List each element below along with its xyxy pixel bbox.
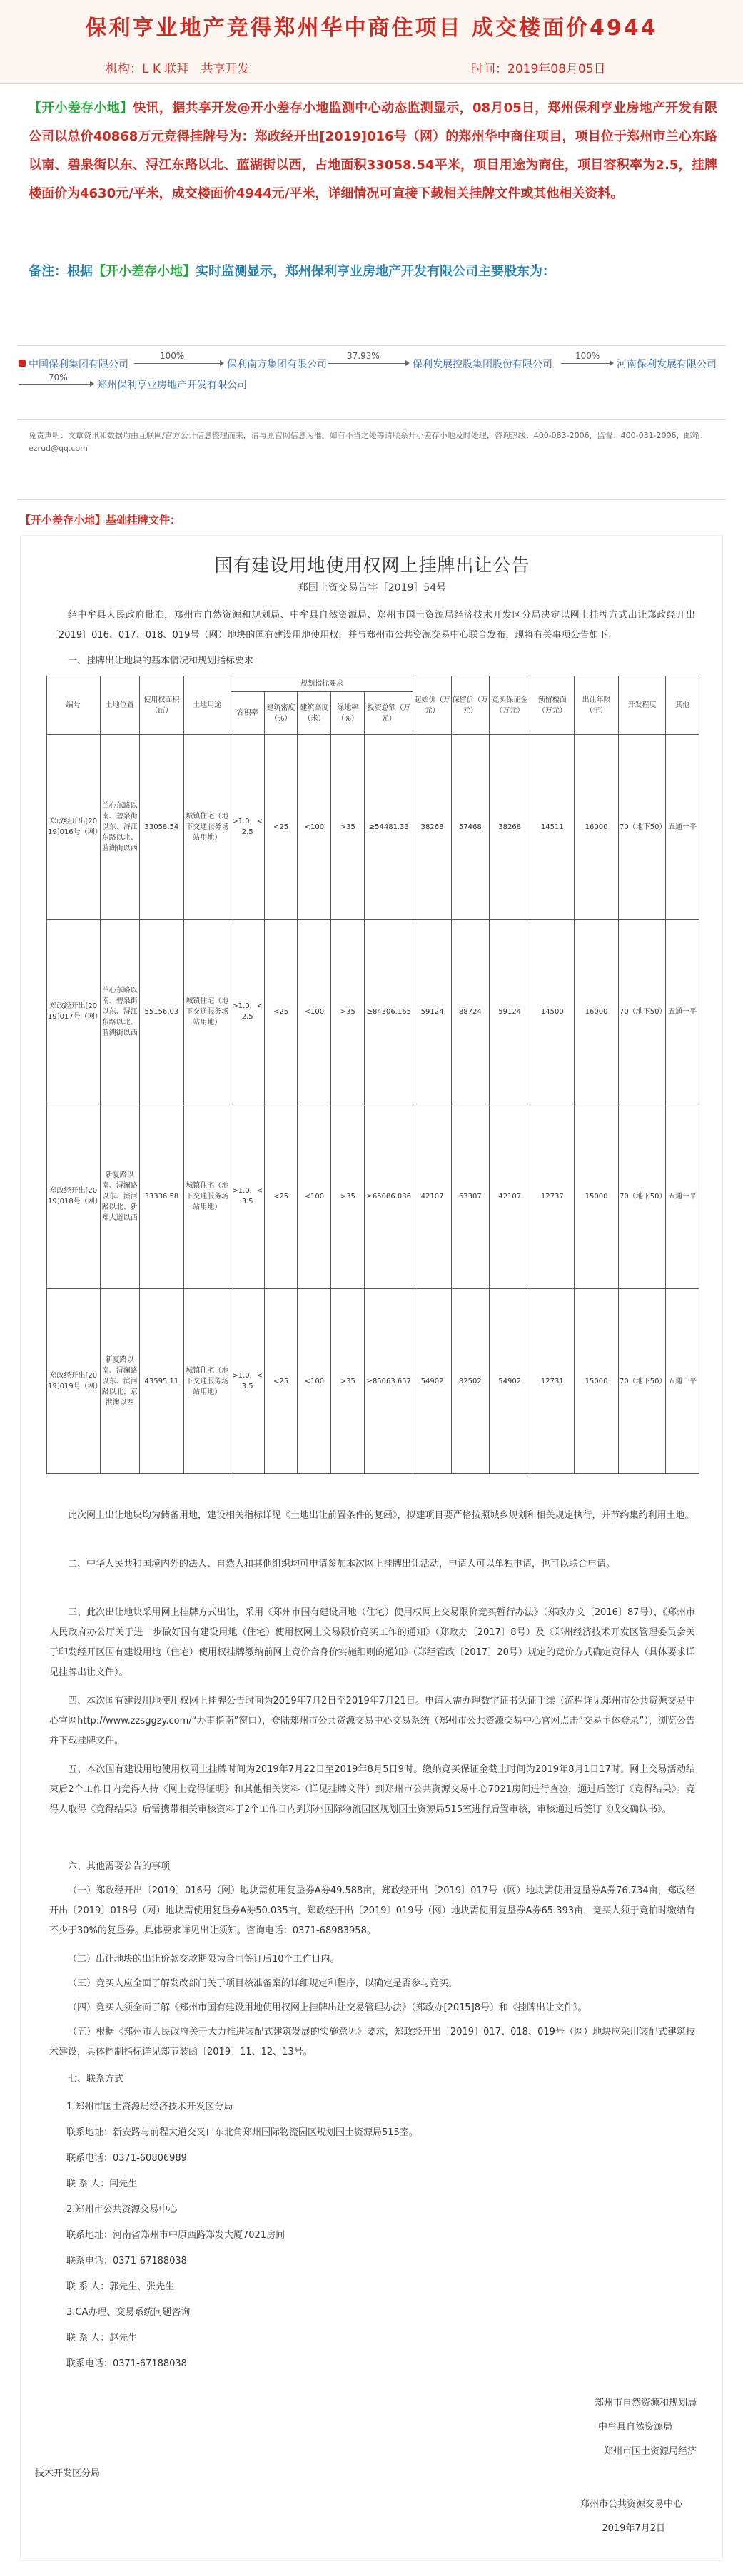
contact-line: 联系电话：0371-67188038 [66, 2256, 187, 2266]
table-cell: 五通一平 [666, 735, 699, 920]
table-cell: 54902 [489, 1289, 530, 1474]
table-cell: 16000 [575, 735, 619, 920]
table-cell: 新夏路以南、浔澜路以东、滨河路以北、新郑大道以西 [100, 1104, 139, 1289]
table-cell: >1.0，<3.5 [231, 1104, 264, 1289]
equity-connector [561, 363, 610, 364]
table-cell: ≥65086.036 [365, 1104, 413, 1289]
table-cell: 城镇住宅（地下交通服务场站用地） [183, 735, 231, 920]
table-cell: 88724 [451, 920, 489, 1104]
column-header: 保留价（万元） [451, 676, 489, 735]
table-cell: 12737 [530, 1104, 575, 1289]
column-header: 土地位置 [100, 676, 139, 735]
equity-node-link[interactable]: 保利发展控股集团股份有限公司 [413, 359, 552, 370]
table-row [47, 735, 699, 920]
table-cell: 郑政经开出[2019]019号（网） [47, 1289, 101, 1474]
document-paragraph: 二、中华人民共和国境内外的法人、自然人和其他组织均可申请参加本次网上挂牌出让活动，申请人可以单独申请，也可以联合申请。 [68, 1559, 616, 1569]
land-parcel-table [46, 676, 699, 1474]
table-cell: <25 [264, 735, 298, 920]
arrow-right-icon [90, 381, 94, 387]
divider [17, 345, 726, 346]
section-heading: 七、联系方式 [68, 2074, 124, 2084]
table-cell: 城镇住宅（地下交通服务场站用地） [183, 1104, 231, 1289]
table-cell: 五通一平 [666, 1104, 699, 1289]
table-cell: 五通一平 [666, 920, 699, 1104]
arrow-right-icon [405, 360, 410, 366]
contact-line: 联 系 人：赵先生 [66, 2333, 138, 2343]
table-cell: ≥84306.165 [365, 920, 413, 1104]
table-cell: 新夏路以南、浔澜路以东、滨河路以北、京港澳以西 [100, 1289, 139, 1474]
contact-line: 联系电话：0371-67188038 [66, 2358, 187, 2369]
equity-percent: 37.93% [347, 351, 380, 361]
table-cell: 14500 [530, 920, 575, 1104]
table-cell: 70（地下50） [618, 1289, 665, 1474]
table-cell: 42107 [489, 1104, 530, 1289]
equity-percent: 100% [160, 351, 185, 361]
table-cell: <100 [298, 1289, 331, 1474]
document-paragraph: （一）郑政经开出〔2019〕016号（网）地块需使用复垦券A券49.588亩，郑政经开出〔2019〕017号（网）地块需使用复垦券A券76.734亩，郑政经开出〔2019〕018号（网）地块需使用复垦券A券50.035亩，郑政经开出〔2019〕019号（网）地块需使用复垦券A券65.393亩，竞买人须于竞拍时缴纳有不少于30%的复垦券。具体要求详见出让须知。咨询电话：0371-68983958。 [49, 1885, 695, 1936]
news-text: 快讯，据共享开发@开小差存小地监测中心动态监测显示，08月05日，郑州保利亨业房地产开发有限公司以总价40868万元竞得挂牌号为：郑政经开出[2019]016号（网）的郑州华中商住项目，项目位于郑州市兰心东路以南、碧泉街以东、浔江东路以北、蓝湖街以西，占地面积33058.54平米，项目用途为商住，项目容积率为2.5，挂牌楼面价为4630元/平米，成交楼面价4944元/平米，详细情况可直接下载相关挂牌文件或其他相关资料。 [29, 101, 718, 201]
column-header: 建筑密度（%） [264, 692, 298, 735]
table-cell: >1.0，<3.5 [231, 1289, 264, 1474]
equity-percent: 70% [49, 372, 68, 382]
news-summary [29, 94, 717, 208]
page-title: 保利亨业地产竞得郑州华中商住项目 成交楼面价4944 [85, 16, 658, 41]
signature-line: 郑州市国土资源局经济 [603, 2446, 697, 2457]
table-cell: 14511 [530, 735, 575, 920]
table-cell: 70（地下50） [618, 920, 665, 1104]
company-flag-icon [19, 360, 26, 367]
disclaimer-text: 免责声明：文章资讯和数据均由互联网/官方公开信息整理而来，请与原官网信息为准。如有不当之处等请联系开小差存小地及时处理，咨询热线：400-083-2006，监督：400-031-2006，邮箱：ezrud@qq.com [29, 431, 708, 453]
attachment-section-label: 【开小差存小地】基础挂牌文件： [20, 514, 181, 526]
document-paragraph: 此次网上出让地块均为储备用地，建设相关指标详见《土地出让前置条件的复函》，拟建项目要严格按照城乡规划和相关规定执行，并节约集约利用土地。 [68, 1510, 694, 1521]
headline-banner [0, 0, 743, 84]
equity-node-link[interactable]: 郑州保利亨业房地产开发有限公司 [97, 380, 247, 391]
contact-line: 1.郑州市国土资源局经济技术开发区分局 [66, 2102, 233, 2112]
table-cell: <25 [264, 920, 298, 1104]
table-cell: 33336.58 [139, 1104, 183, 1289]
note-prefix: 备注：根据 [29, 264, 93, 279]
table-cell: 12731 [530, 1289, 575, 1474]
table-row [47, 1104, 699, 1289]
brand-tag: 【开小差存小地】 [29, 101, 133, 116]
table-cell: <100 [298, 1104, 331, 1289]
arrow-right-icon [220, 360, 224, 366]
document-paragraph: （二）出让地块的出让价款交款期限为合同签订后10个工作日内。 [68, 1954, 340, 1965]
table-cell: <100 [298, 920, 331, 1104]
table-cell: >35 [331, 735, 365, 920]
column-header: 土地用途 [183, 676, 231, 735]
table-cell: 55156.03 [139, 920, 183, 1104]
document-paragraph: （五）根据《郑州市人民政府关于大力推进装配式建筑发展的实施意见》要求，郑政经开出〔2019〕017、018、019号（网）地块应采用装配式建筑技术建设，具体控制指标详见郑节装函〔2019〕11、12、13号。 [49, 2027, 695, 2057]
table-row [47, 920, 699, 1104]
table-cell: 54902 [413, 1289, 451, 1474]
table-cell: >1.0，<2.5 [231, 735, 264, 920]
publish-time: 时间：2019年08月05日 [471, 62, 606, 76]
table-cell: 城镇住宅（地下交通服务场站用地） [183, 920, 231, 1104]
document-paragraph: （四）竞买人须全面了解《郑州市国有建设用地使用权网上挂牌出让交易管理办法》（郑政办[2015]8号）和《挂牌出让文件》。 [68, 2002, 587, 2013]
announcement-document [20, 535, 723, 2561]
table-cell: 70（地下50） [618, 1104, 665, 1289]
table-cell: >35 [331, 1104, 365, 1289]
column-header: 容积率 [231, 692, 264, 735]
column-header: 竞买保证金（万元） [489, 676, 530, 735]
column-header: 起始价（万元） [413, 676, 451, 735]
arrow-right-icon [610, 360, 614, 366]
document-paragraph: （三）竞买人应全面了解发改部门关于项目核准备案的详细规定和程序，以确定是否参与竞买。 [68, 1978, 458, 1989]
equity-connector [328, 363, 405, 364]
equity-node-link[interactable]: 中国保利集团有限公司 [29, 359, 128, 370]
document-paragraph: 五、本次国有建设用地使用权网上挂牌时间为2019年7月22日至2019年8月5日9时。缴纳竞买保证金截止时间为2019年8月1日17时。网上交易活动结束后2个工作日内竞得人持《网上竞得证明》和其他相关资料（详见挂牌文件）到郑州市公共资源交易中心7021房间进行查验，通过后签订《竞得结果》。竞得人取得《竞得结果》后需携带相关审核资料于2个工作日内到郑州国际物流园区规划国土资源局515室进行后置审核，审核通过后签订《成交确认书》。 [49, 1764, 695, 1815]
signature-line: 郑州市自然资源和规划局 [594, 2398, 697, 2408]
equity-percent: 100% [575, 351, 600, 361]
table-cell: 38268 [489, 735, 530, 920]
column-header: 使用权面积（㎡） [139, 676, 183, 735]
equity-chain [17, 351, 726, 411]
table-cell: >1.0，<2.5 [231, 920, 264, 1104]
note-text: 实时监测显示，郑州保利亨业房地产开发有限公司主要股东为： [196, 264, 555, 279]
document-title: 国有建设用地使用权网上挂牌出让公告 [214, 555, 530, 576]
note-brand-tag: 【开小差存小地】 [93, 264, 196, 279]
signature-line: 中牟县自然资源局 [597, 2422, 672, 2433]
contact-line: 2.郑州市公共资源交易中心 [66, 2204, 178, 2215]
source-label: 机构：L K 联拜 共享开发 [106, 62, 250, 76]
signature-line: 郑州市公共资源交易中心 [580, 2499, 682, 2510]
column-header: 出让年限（年） [575, 676, 619, 735]
document-paragraph: 四、本次国有建设用地使用权网上挂牌公告时间为2019年7月2日至2019年7月21日。申请人需办理数字证书认证手续（流程详见郑州市公共资源交易中心官网http://www.zzsggzy.com/“办事指南”窗口），登陆郑州市公共资源交易中心交易系统（郑州市公共资源交易中心官网点击“交易主体登录”），浏览公告并下载挂牌文件。 [49, 1696, 695, 1746]
shareholder-note [29, 257, 717, 287]
signature-line: 技术开发区分局 [35, 2468, 101, 2479]
contact-line: 3.CA办理、交易系统问题咨询 [66, 2307, 191, 2318]
divider [17, 419, 726, 420]
table-cell: ≥85063.657 [365, 1289, 413, 1474]
column-header: 建筑高度（米） [298, 692, 331, 735]
equity-node-link[interactable]: 保利南方集团有限公司 [227, 359, 327, 370]
column-header: 绿地率（%） [331, 692, 365, 735]
table-cell: 59124 [489, 920, 530, 1104]
equity-node-link[interactable]: 河南保利发展有限公司 [617, 359, 717, 370]
contact-line: 联系地址：新安路与前程大道交叉口东北角郑州国际物流园区规划国土资源局515室。 [66, 2127, 418, 2138]
table-cell: ≥54481.33 [365, 735, 413, 920]
table-cell: 兰心东路以南、碧泉街以东、浔江东路以北、蓝湖街以西 [100, 920, 139, 1104]
table-cell: 城镇住宅（地下交通服务场站用地） [183, 1289, 231, 1474]
table-cell: 70（地下50） [618, 735, 665, 920]
table-cell: 兰心东路以南、碧泉街以东、浔江东路以北、蓝湖街以西 [100, 735, 139, 920]
table-cell: 33058.54 [139, 735, 183, 920]
table-cell: >35 [331, 1289, 365, 1474]
table-cell: 63307 [451, 1104, 489, 1289]
table-cell: 15000 [575, 1104, 619, 1289]
column-header: 投资总额（万元） [365, 692, 413, 735]
contact-line: 联系地址：河南省郑州市中原西路郑发大厦7021房间 [66, 2230, 285, 2241]
table-cell: 38268 [413, 735, 451, 920]
document-paragraph: 三、此次出让地块采用网上挂牌方式出让，采用《郑州市国有建设用地（住宅）使用权网上交易限价竞买暂行办法》（郑政办文〔2016〕87号）、《郑州市人民政府办公厅关于进一步做好国有建设用地（住宅）使用权网上交易限价竞买工作的通知》（郑政办〔2017〕8号）及《郑州经济技术开发区管理委员会关于印发经开区国有建设用地（住宅）使用权挂牌缴纳前网上竞价合身价实施细则的通知》（郑经管政〔2017〕20号）规定的竞价方式确定竞得人（具体要求详见挂牌出让文件）。 [49, 1607, 695, 1678]
contact-line: 联 系 人：郭先生、张先生 [66, 2281, 175, 2292]
table-cell: 42107 [413, 1104, 451, 1289]
table-cell: 57468 [451, 735, 489, 920]
document-number: 郑国土资交易告字［2019］54号 [298, 582, 447, 594]
column-header: 其他 [666, 676, 699, 735]
announcement-date: 2019年7月2日 [602, 2523, 665, 2534]
table-cell: 15000 [575, 1289, 619, 1474]
table-cell: 59124 [413, 920, 451, 1104]
table-cell: 郑政经开出[2019]017号（网） [47, 920, 101, 1104]
document-intro: 经中牟县人民政府批准，郑州市自然资源和规划局、中牟县自然资源局、郑州市国土资源局经济技术开发区分局决定以网上挂牌方式出让郑政经开出〔2019〕016、017、018、019号（网）地块的国有建设用地使用权，并与郑州市公共资源交易中心联合发布，现将有关事项公告如下： [49, 610, 695, 641]
table-cell: >35 [331, 920, 365, 1104]
column-header: 编号 [47, 676, 101, 735]
table-cell: <100 [298, 735, 331, 920]
table-cell: 43595.11 [139, 1289, 183, 1474]
equity-connector [134, 363, 220, 364]
table-cell: <25 [264, 1104, 298, 1289]
section-heading: 六、其他需要公告的事项 [68, 1861, 171, 1872]
table-cell: 五通一平 [666, 1289, 699, 1474]
table-row [47, 1289, 699, 1474]
table-cell: 郑政经开出[2019]018号（网） [47, 1104, 101, 1289]
column-group-header: 规划指标要求 [231, 676, 413, 692]
column-header: 开发程度 [618, 676, 665, 735]
contact-line: 联系电话：0371-60806989 [66, 2153, 187, 2164]
table-cell: 16000 [575, 920, 619, 1104]
contact-line: 联 系 人：闫先生 [66, 2179, 138, 2189]
section-heading: 一、挂牌出让地块的基本情况和规划指标要求 [68, 656, 254, 666]
equity-connector [19, 384, 90, 385]
table-cell: <25 [264, 1289, 298, 1474]
table-cell: 郑政经开出[2019]016号（网） [47, 735, 101, 920]
divider [17, 499, 726, 500]
table-cell: 82502 [451, 1289, 489, 1474]
column-header: 预留楼面（万元） [530, 676, 575, 735]
